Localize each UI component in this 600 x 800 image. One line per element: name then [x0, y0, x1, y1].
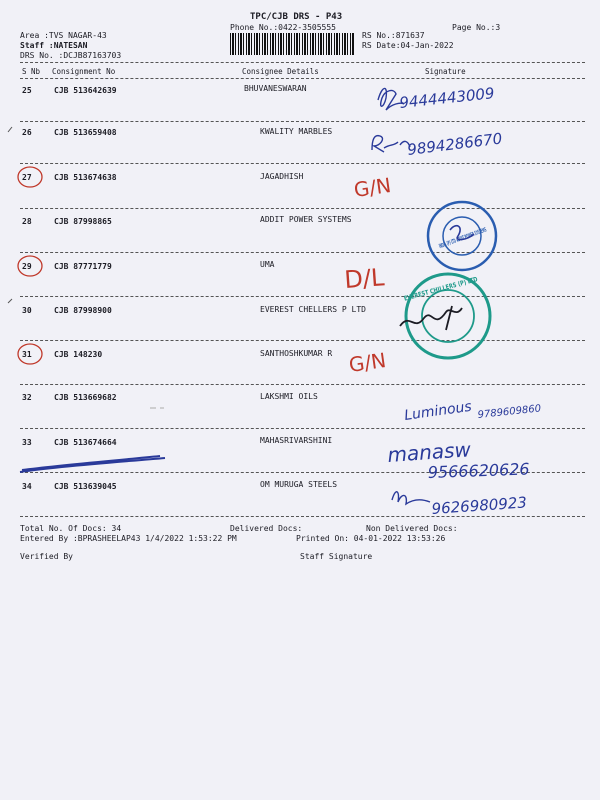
col-header-consignment: Consignment No: [52, 67, 116, 76]
entered-by: Entered By :BPRASHEELAP43 1/4/2022 1:53:22 PM: [20, 534, 237, 543]
row-sno: 28: [22, 217, 32, 226]
row-consignment: CJB 513669682: [54, 393, 117, 402]
row-consignment: CJB 513642639: [54, 86, 117, 95]
rs-number: RS No.:871637: [362, 31, 425, 40]
row-consignment: CJB 87998900: [54, 306, 112, 315]
col-header-signature: Signature: [425, 67, 466, 76]
stamp-text: INDIA (P) LTD ADDIT POWER SYSTEMS: [438, 199, 562, 251]
row-consignee: SANTHOSHKUMAR R: [260, 349, 333, 358]
rs-date: RS Date:04-Jan-2022: [362, 41, 454, 50]
row-consignee: UMA: [260, 260, 275, 269]
handwritten-dl: D/L: [343, 263, 386, 294]
staff-signature-label: Staff Signature: [300, 552, 373, 561]
row-sno: 34: [22, 482, 32, 491]
row-consignee: BHUVANESWARAN: [244, 84, 307, 93]
handwritten-phone: 9566620626: [427, 459, 530, 482]
company-stamp: [428, 199, 562, 270]
row-consignment: CJB 87771779: [54, 262, 112, 271]
row-sno: 30: [22, 306, 32, 315]
stamp-text: EVEREST CHILLERS (P) LTD: [403, 269, 500, 303]
stray-mark: [8, 127, 12, 132]
handwritten-gn: G/N: [347, 348, 388, 377]
row-sno: 25: [22, 86, 32, 95]
row-consignee: MAHASRIVARSHINI: [260, 436, 333, 445]
phone-number: Phone No.:0422-3505555: [230, 23, 336, 32]
handwritten-gn: G/N: [352, 173, 393, 202]
handwritten-name: manasw: [386, 437, 472, 467]
row-sno: 27: [22, 173, 32, 182]
circle-mark: [18, 167, 42, 187]
row-sno: 31: [22, 350, 32, 359]
staff-label: Staff :NATESAN: [20, 41, 88, 50]
delivered-docs: Delivered Docs:: [230, 524, 303, 533]
row-consignee: KWALITY MARBLES: [260, 127, 333, 136]
circle-mark: [18, 344, 42, 364]
handwritten-phone: 9444443009: [398, 84, 496, 112]
row-consignee: JAGADHISH: [260, 172, 304, 181]
row-sno: 26: [22, 128, 32, 137]
col-header-sno: S Nb: [22, 67, 41, 76]
signature-scribble: [372, 136, 410, 152]
row-sno: 29: [22, 262, 32, 271]
handwritten-phone: 9789609860: [477, 403, 542, 421]
row-consignment: CJB 148230: [54, 350, 103, 359]
handwritten-phone: 9894286670: [406, 129, 504, 159]
total-docs: Total No. Of Docs: 34: [20, 524, 122, 533]
row-consignment: CJB 513674664: [54, 438, 117, 447]
drs-number: DRS No. :DCJB87163703: [20, 51, 122, 60]
row-consignee: ADDIT POWER SYSTEMS: [260, 215, 352, 224]
area-label: Area :TVS NAGAR-43: [20, 31, 107, 40]
handwritten-name: Luminous: [403, 398, 473, 424]
row-consignee: OM MURUGA STEELS: [260, 480, 338, 489]
pen-stroke: [20, 456, 165, 472]
row-consignment: CJB 87998865: [54, 217, 112, 226]
non-delivered-docs: Non Delivered Docs:: [366, 524, 458, 533]
printed-on: Printed On: 04-01-2022 13:53:26: [296, 534, 446, 543]
company-stamp: [400, 269, 500, 358]
row-sno: 33: [22, 438, 32, 447]
row-consignment: CJB 513659408: [54, 128, 117, 137]
document-title: TPC/CJB DRS - P43: [250, 12, 343, 22]
row-consignee: LAKSHMI OILS: [260, 392, 318, 401]
col-header-consignee: Consignee Details: [242, 67, 319, 76]
stray-mark: [8, 299, 12, 303]
verified-by: Verified By: [20, 552, 73, 561]
circle-mark: [18, 256, 42, 276]
row-consignment: CJB 513674638: [54, 173, 117, 182]
row-sno: 32: [22, 393, 32, 402]
row-consignment: CJB 513639045: [54, 482, 117, 491]
handwritten-phone: 9626980923: [431, 493, 528, 518]
page-number: Page No.:3: [452, 23, 501, 32]
row-consignee: EVEREST CHELLERS P LTD: [260, 305, 366, 314]
signature-scribble: [392, 492, 430, 504]
